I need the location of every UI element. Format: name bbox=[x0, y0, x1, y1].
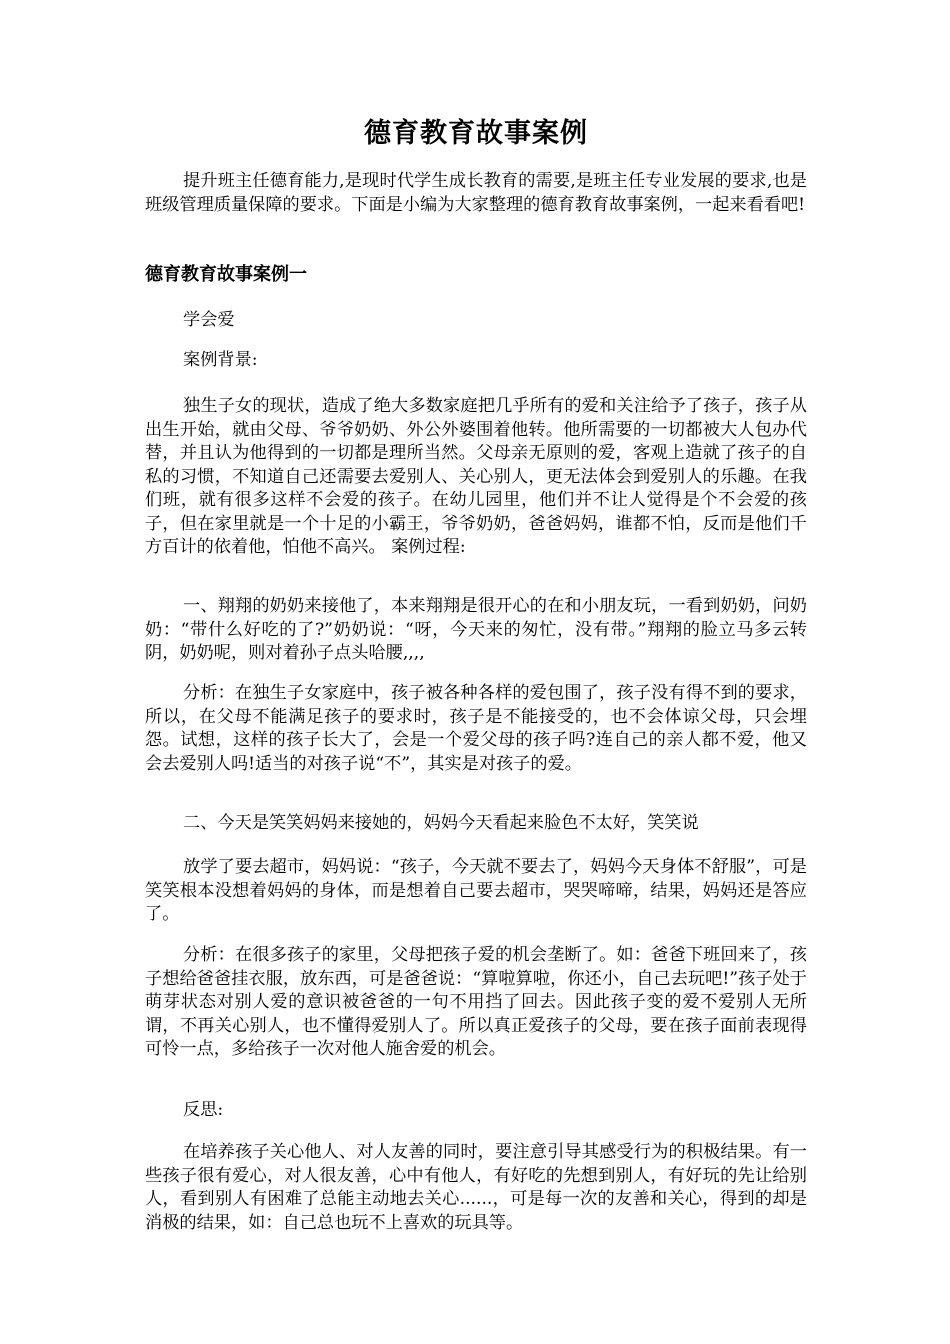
document-title: 德育教育故事案例 bbox=[364, 118, 588, 149]
analysis2-paragraph: 分析：在很多孩子的家里，父母把孩子爱的机会垄断了。如：爸爸下班回来了，孩子想给爸爸挂衣服，放东西，可是爸爸说：“算啦算啦，你还小，自己去玩吧!”孩子处于萌芽状态对别人爱的意识被爸爸的一句不用挡了回去。因此孩子变的爱不爱别人无所谓，不再关心别人，也不懂得爱别人了。所以真正爱孩子的父母，要在孩子面前表现得可怜一点，多给孩子一次对他人施舍爱的机会。 bbox=[145, 945, 807, 1059]
topic-paragraph: 学会爱 bbox=[183, 310, 235, 330]
reflection-label: 反思: bbox=[183, 1100, 224, 1120]
reflection-paragraph: 在培养孩子关心他人、对人友善的同时，要注意引导其感受行为的积极结果。有一些孩子很有爱心，对人很友善，心中有他人，有好吃的先想到别人，有好玩的先让给别人，看到别人有困难了总能主动地去关心......，可是每一次的友善和关心，得到的却是消极的结果，如：自己总也玩不上喜欢的玩具等。 bbox=[145, 1142, 807, 1233]
case2-continued-paragraph: 放学了要去超市，妈妈说：“孩子，今天就不要去了，妈妈今天身体不舒服”，可是笑笑根本没想着妈妈的身体，而是想着自己要去超市，哭哭啼啼，结果，妈妈还是答应了。 bbox=[145, 857, 807, 924]
background-label: 案例背景: bbox=[183, 350, 258, 370]
analysis1-paragraph: 分析：在独生子女家庭中，孩子被各种各样的爱包围了，孩子没有得不到的要求，所以，在父母不能满足孩子的要求时，孩子是不能接受的，也不会体谅父母，只会埋怨。试想，这样的孩子长大了，会是一个爱父母的孩子吗?连自己的亲人都不爱，他又会去爱别人吗!适当的对孩子说“不”，其实是对孩子的爱。 bbox=[145, 683, 807, 774]
case2-paragraph: 二、今天是笑笑妈妈来接她的，妈妈今天看起来脸色不太好，笑笑说 bbox=[183, 813, 699, 833]
section-heading: 德育教育故事案例一 bbox=[145, 264, 307, 285]
intro-paragraph: 提升班主任德育能力,是现时代学生成长教育的需要,是班主任专业发展的要求,也是班级管理质量保障的要求。下面是小编为大家整理的德育教育故事案例，一起来看看吧! bbox=[145, 171, 807, 215]
case1-paragraph: 一、翔翔的奶奶来接他了，本来翔翔是很开心的在和小朋友玩，一看到奶奶，问奶奶：“带什么好吃的了?”奶奶说：“呀，今天来的匆忙，没有带。”翔翔的脸立马多云转阴，奶奶呢，则对着孙子点头哈腰,,,, bbox=[145, 596, 807, 663]
background-paragraph: 独生子女的现状，造成了绝大多数家庭把几乎所有的爱和关注给予了孩子，孩子从出生开始，就由父母、爷爷奶奶、外公外婆围着他转。他所需要的一切都被大人包办代替，并且认为他得到的一切都是理所当然。父母亲无原则的爱，客观上造就了孩子的自私的习惯，不知道自己还需要去爱别人、关心别人，更无法体会到爱别人的乐趣。在我们班，就有很多这样不会爱的孩子。在幼儿园里，他们并不让人觉得是个不会爱的孩子，但在家里就是一个十足的小霸王，爷爷奶奶，爸爸妈妈，谁都不怕，反而是他们千方百计的依着他，怕他不高兴。 案例过程: bbox=[145, 396, 807, 557]
